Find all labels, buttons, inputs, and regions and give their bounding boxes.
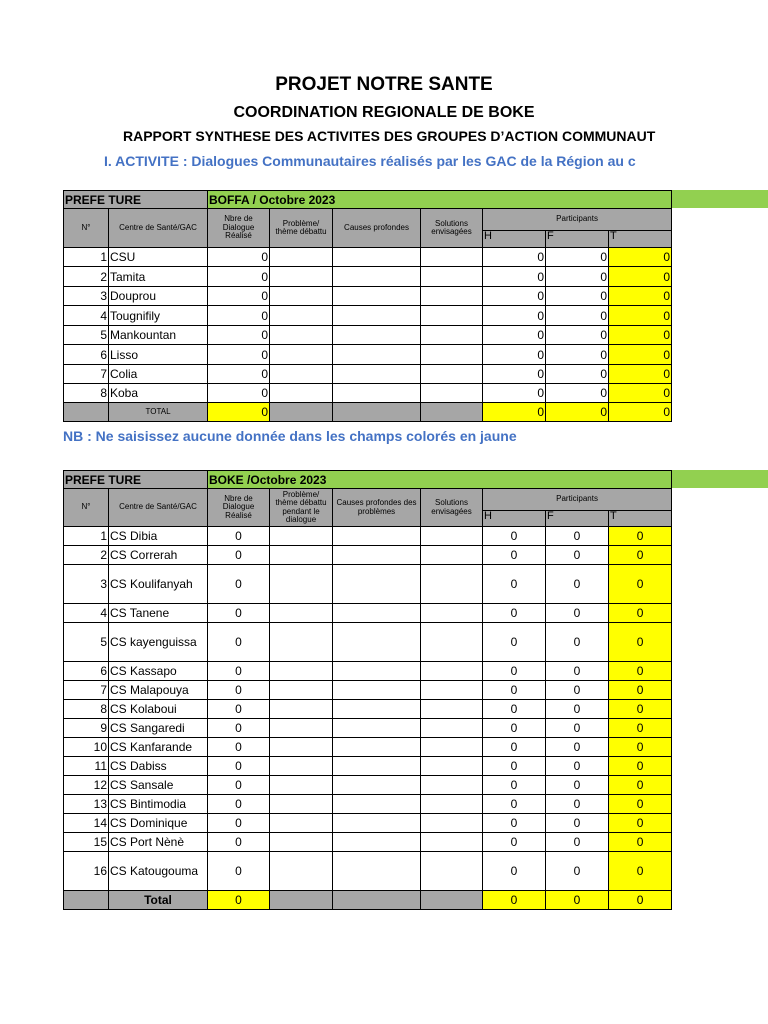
row-f: 0 — [546, 565, 609, 604]
row-number: 7 — [64, 365, 109, 384]
row-number: 16 — [64, 852, 109, 891]
row-solutions — [421, 776, 483, 795]
table-row — [64, 795, 672, 814]
row-f: 0 — [546, 757, 609, 776]
row-probleme — [270, 852, 333, 891]
row-centre: CS Sansale — [109, 776, 208, 795]
row-causes — [333, 681, 421, 700]
row-f: 0 — [546, 604, 609, 623]
row-h: 0 — [483, 852, 546, 891]
row-number: 4 — [64, 306, 109, 326]
col-causes: Causes profondes — [333, 209, 421, 248]
row-nbre: 0 — [208, 287, 270, 306]
table-row — [64, 546, 672, 565]
total-nbre: 0 — [208, 403, 270, 422]
row-number: 15 — [64, 833, 109, 852]
row-number: 11 — [64, 757, 109, 776]
table-row — [64, 833, 672, 852]
row-causes — [333, 852, 421, 891]
table-row — [64, 852, 672, 891]
row-probleme — [270, 565, 333, 604]
row-h: 0 — [483, 287, 546, 306]
row-nbre: 0 — [208, 565, 270, 604]
row-centre: CS Bintimodia — [109, 795, 208, 814]
row-h: 0 — [483, 795, 546, 814]
row-nbre: 0 — [208, 757, 270, 776]
row-centre: Douprou — [109, 287, 208, 306]
row-centre: CS Kolaboui — [109, 700, 208, 719]
row-number: 12 — [64, 776, 109, 795]
row-number: 4 — [64, 604, 109, 623]
row-f: 0 — [546, 700, 609, 719]
row-centre: CS Kanfarande — [109, 738, 208, 757]
row-t: 0 — [609, 365, 672, 384]
row-centre: Koba — [109, 384, 208, 403]
total-spacer — [64, 403, 109, 422]
row-nbre: 0 — [208, 681, 270, 700]
row-h: 0 — [483, 623, 546, 662]
nb-note: NB : Ne saisissez aucune donnée dans les champs colorés en jaune — [63, 428, 517, 444]
table-row — [64, 384, 672, 403]
row-h: 0 — [483, 604, 546, 623]
row-h: 0 — [483, 719, 546, 738]
row-f: 0 — [546, 795, 609, 814]
row-number: 5 — [64, 623, 109, 662]
report-title: RAPPORT SYNTHESE DES ACTIVITES DES GROUPES D’ACTION COMMUNAUT — [123, 128, 656, 144]
row-h: 0 — [483, 565, 546, 604]
row-solutions — [421, 852, 483, 891]
total-empty — [333, 403, 421, 422]
col-f: F — [546, 511, 609, 527]
row-causes — [333, 814, 421, 833]
col-no: N° — [64, 209, 109, 248]
row-solutions — [421, 757, 483, 776]
row-centre: Mankountan — [109, 326, 208, 345]
row-nbre: 0 — [208, 546, 270, 565]
row-probleme — [270, 306, 333, 326]
row-h: 0 — [483, 757, 546, 776]
row-solutions — [421, 795, 483, 814]
row-nbre: 0 — [208, 326, 270, 345]
row-f: 0 — [546, 662, 609, 681]
row-t: 0 — [609, 326, 672, 345]
col-solutions: Solutions envisagées — [421, 209, 483, 248]
row-causes — [333, 719, 421, 738]
row-f: 0 — [546, 776, 609, 795]
row-t: 0 — [609, 248, 672, 267]
row-t: 0 — [609, 681, 672, 700]
row-centre: Colia — [109, 365, 208, 384]
row-nbre: 0 — [208, 738, 270, 757]
row-nbre: 0 — [208, 814, 270, 833]
row-causes — [333, 267, 421, 287]
activity-title: I. ACTIVITE : Dialogues Communautaires réalisés par les GAC de la Région au c — [104, 153, 636, 169]
row-nbre: 0 — [208, 662, 270, 681]
row-solutions — [421, 267, 483, 287]
row-nbre: 0 — [208, 833, 270, 852]
table-row — [64, 345, 672, 365]
row-nbre: 0 — [208, 384, 270, 403]
row-f: 0 — [546, 384, 609, 403]
total-spacer — [64, 891, 109, 910]
row-nbre: 0 — [208, 795, 270, 814]
row-solutions — [421, 814, 483, 833]
row-causes — [333, 795, 421, 814]
col-t: T — [609, 231, 672, 248]
row-number: 7 — [64, 681, 109, 700]
total-empty — [421, 891, 483, 910]
row-probleme — [270, 267, 333, 287]
row-f: 0 — [546, 267, 609, 287]
prefecture-label: PREFE TURE — [64, 471, 208, 489]
row-centre: CS Dominique — [109, 814, 208, 833]
row-centre: CS Sangaredi — [109, 719, 208, 738]
col-h: H — [483, 231, 546, 248]
row-h: 0 — [483, 738, 546, 757]
row-t: 0 — [609, 384, 672, 403]
total-label: TOTAL — [109, 403, 208, 422]
page-subtitle: COORDINATION REGIONALE DE BOKE — [233, 104, 535, 121]
row-causes — [333, 546, 421, 565]
table-row — [64, 248, 672, 267]
row-centre: CS Port Nènè — [109, 833, 208, 852]
green-band-1 — [671, 190, 768, 208]
total-nbre: 0 — [208, 891, 270, 910]
row-probleme — [270, 776, 333, 795]
row-probleme — [270, 527, 333, 546]
row-t: 0 — [609, 623, 672, 662]
row-centre: CS Katougouma — [109, 852, 208, 891]
row-causes — [333, 738, 421, 757]
total-empty — [270, 403, 333, 422]
row-probleme — [270, 700, 333, 719]
col-centre: Centre de Santé/GAC — [109, 489, 208, 527]
total-empty — [421, 403, 483, 422]
row-t: 0 — [609, 738, 672, 757]
row-h: 0 — [483, 326, 546, 345]
row-centre: CS Koulifanyah — [109, 565, 208, 604]
row-number: 2 — [64, 546, 109, 565]
row-centre: CS Tanene — [109, 604, 208, 623]
row-nbre: 0 — [208, 248, 270, 267]
row-number: 5 — [64, 326, 109, 345]
page-title: PROJET NOTRE SANTE — [275, 74, 493, 95]
table-row — [64, 814, 672, 833]
row-probleme — [270, 365, 333, 384]
row-t: 0 — [609, 757, 672, 776]
row-probleme — [270, 833, 333, 852]
col-f: F — [546, 231, 609, 248]
row-number: 2 — [64, 267, 109, 287]
row-causes — [333, 365, 421, 384]
table-row — [64, 738, 672, 757]
row-solutions — [421, 565, 483, 604]
row-f: 0 — [546, 248, 609, 267]
row-h: 0 — [483, 833, 546, 852]
row-t: 0 — [609, 306, 672, 326]
row-solutions — [421, 662, 483, 681]
table-row — [64, 527, 672, 546]
row-causes — [333, 527, 421, 546]
col-no: N° — [64, 489, 109, 527]
row-t: 0 — [609, 776, 672, 795]
table-row — [64, 326, 672, 345]
row-centre: CS kayenguissa — [109, 623, 208, 662]
row-probleme — [270, 384, 333, 403]
row-f: 0 — [546, 345, 609, 365]
row-centre: CS Dabiss — [109, 757, 208, 776]
row-probleme — [270, 326, 333, 345]
row-t: 0 — [609, 852, 672, 891]
row-causes — [333, 700, 421, 719]
row-f: 0 — [546, 365, 609, 384]
boffa-table — [63, 190, 672, 422]
row-number: 6 — [64, 662, 109, 681]
row-solutions — [421, 248, 483, 267]
table-row — [64, 623, 672, 662]
row-t: 0 — [609, 795, 672, 814]
row-t: 0 — [609, 527, 672, 546]
row-t: 0 — [609, 267, 672, 287]
col-causes: Causes profondes des problèmes — [333, 489, 421, 527]
row-h: 0 — [483, 384, 546, 403]
row-number: 8 — [64, 384, 109, 403]
table-row — [64, 757, 672, 776]
row-causes — [333, 384, 421, 403]
row-h: 0 — [483, 527, 546, 546]
col-solutions: Solutions envisagées — [421, 489, 483, 527]
row-h: 0 — [483, 546, 546, 565]
total-t: 0 — [609, 403, 672, 422]
row-nbre: 0 — [208, 365, 270, 384]
row-t: 0 — [609, 546, 672, 565]
total-empty — [333, 891, 421, 910]
row-solutions — [421, 623, 483, 662]
row-probleme — [270, 738, 333, 757]
row-f: 0 — [546, 833, 609, 852]
row-h: 0 — [483, 700, 546, 719]
row-solutions — [421, 326, 483, 345]
row-solutions — [421, 287, 483, 306]
col-probleme: Problème/ thème débattu — [270, 209, 333, 248]
row-solutions — [421, 738, 483, 757]
row-probleme — [270, 248, 333, 267]
row-f: 0 — [546, 546, 609, 565]
prefecture-label: PREFE TURE — [64, 191, 208, 209]
row-solutions — [421, 527, 483, 546]
row-h: 0 — [483, 267, 546, 287]
row-nbre: 0 — [208, 852, 270, 891]
row-number: 13 — [64, 795, 109, 814]
row-nbre: 0 — [208, 700, 270, 719]
row-nbre: 0 — [208, 306, 270, 326]
row-t: 0 — [609, 345, 672, 365]
row-h: 0 — [483, 814, 546, 833]
row-solutions — [421, 384, 483, 403]
table-row — [64, 776, 672, 795]
row-nbre: 0 — [208, 267, 270, 287]
row-t: 0 — [609, 700, 672, 719]
row-causes — [333, 345, 421, 365]
row-number: 8 — [64, 700, 109, 719]
total-h: 0 — [483, 403, 546, 422]
table-row — [64, 565, 672, 604]
row-f: 0 — [546, 306, 609, 326]
row-probleme — [270, 662, 333, 681]
row-causes — [333, 776, 421, 795]
total-f: 0 — [546, 891, 609, 910]
row-solutions — [421, 365, 483, 384]
row-centre: CS Kassapo — [109, 662, 208, 681]
row-t: 0 — [609, 287, 672, 306]
prefecture-value: BOFFA / Octobre 2023 — [208, 191, 672, 209]
row-number: 1 — [64, 248, 109, 267]
row-t: 0 — [609, 833, 672, 852]
row-f: 0 — [546, 852, 609, 891]
col-nbre: Nbre de Dialogue Réalisé — [208, 209, 270, 248]
total-f: 0 — [546, 403, 609, 422]
row-nbre: 0 — [208, 623, 270, 662]
row-number: 9 — [64, 719, 109, 738]
row-probleme — [270, 681, 333, 700]
row-causes — [333, 604, 421, 623]
row-causes — [333, 623, 421, 662]
table-row — [64, 365, 672, 384]
table-row — [64, 287, 672, 306]
row-number: 1 — [64, 527, 109, 546]
row-number: 10 — [64, 738, 109, 757]
row-h: 0 — [483, 681, 546, 700]
row-f: 0 — [546, 814, 609, 833]
row-h: 0 — [483, 345, 546, 365]
row-probleme — [270, 719, 333, 738]
row-probleme — [270, 287, 333, 306]
row-f: 0 — [546, 287, 609, 306]
row-solutions — [421, 306, 483, 326]
row-probleme — [270, 795, 333, 814]
row-solutions — [421, 833, 483, 852]
row-centre: Tougnifily — [109, 306, 208, 326]
total-empty — [270, 891, 333, 910]
row-solutions — [421, 604, 483, 623]
row-number: 14 — [64, 814, 109, 833]
row-solutions — [421, 700, 483, 719]
row-t: 0 — [609, 662, 672, 681]
table-row — [64, 604, 672, 623]
table-row — [64, 306, 672, 326]
row-h: 0 — [483, 306, 546, 326]
row-f: 0 — [546, 738, 609, 757]
table-row — [64, 267, 672, 287]
row-centre: CS Malapouya — [109, 681, 208, 700]
row-causes — [333, 326, 421, 345]
row-nbre: 0 — [208, 719, 270, 738]
row-probleme — [270, 757, 333, 776]
row-h: 0 — [483, 776, 546, 795]
row-probleme — [270, 604, 333, 623]
row-f: 0 — [546, 681, 609, 700]
row-causes — [333, 287, 421, 306]
row-f: 0 — [546, 326, 609, 345]
row-causes — [333, 306, 421, 326]
row-solutions — [421, 719, 483, 738]
col-h: H — [483, 511, 546, 527]
row-t: 0 — [609, 565, 672, 604]
boke-table — [63, 470, 672, 910]
row-probleme — [270, 546, 333, 565]
row-h: 0 — [483, 248, 546, 267]
row-solutions — [421, 546, 483, 565]
row-centre: CSU — [109, 248, 208, 267]
col-participants: Participants — [483, 209, 672, 231]
total-label: Total — [109, 891, 208, 910]
col-centre: Centre de Santé/GAC — [109, 209, 208, 248]
row-f: 0 — [546, 623, 609, 662]
table-row — [64, 681, 672, 700]
row-centre: Lisso — [109, 345, 208, 365]
row-number: 3 — [64, 565, 109, 604]
row-centre: CS Correrah — [109, 546, 208, 565]
row-t: 0 — [609, 719, 672, 738]
green-band-2 — [671, 470, 768, 488]
row-centre: CS Dibia — [109, 527, 208, 546]
row-number: 6 — [64, 345, 109, 365]
row-nbre: 0 — [208, 345, 270, 365]
table-row — [64, 662, 672, 681]
row-t: 0 — [609, 814, 672, 833]
row-number: 3 — [64, 287, 109, 306]
row-solutions — [421, 681, 483, 700]
row-h: 0 — [483, 365, 546, 384]
row-solutions — [421, 345, 483, 365]
row-nbre: 0 — [208, 527, 270, 546]
row-probleme — [270, 623, 333, 662]
col-probleme: Problème/ thème débattu pendant le dialogue — [270, 489, 333, 527]
row-nbre: 0 — [208, 604, 270, 623]
table-row — [64, 700, 672, 719]
row-causes — [333, 757, 421, 776]
prefecture-value: BOKE /Octobre 2023 — [208, 471, 672, 489]
col-nbre: Nbre de Dialogue Réalisé — [208, 489, 270, 527]
col-t: T — [609, 511, 672, 527]
row-h: 0 — [483, 662, 546, 681]
row-centre: Tamita — [109, 267, 208, 287]
total-t: 0 — [609, 891, 672, 910]
total-h: 0 — [483, 891, 546, 910]
col-participants: Participants — [483, 489, 672, 511]
row-causes — [333, 248, 421, 267]
row-f: 0 — [546, 719, 609, 738]
row-causes — [333, 565, 421, 604]
row-probleme — [270, 345, 333, 365]
row-t: 0 — [609, 604, 672, 623]
row-f: 0 — [546, 527, 609, 546]
table-row — [64, 719, 672, 738]
row-causes — [333, 833, 421, 852]
row-nbre: 0 — [208, 776, 270, 795]
row-causes — [333, 662, 421, 681]
row-probleme — [270, 814, 333, 833]
